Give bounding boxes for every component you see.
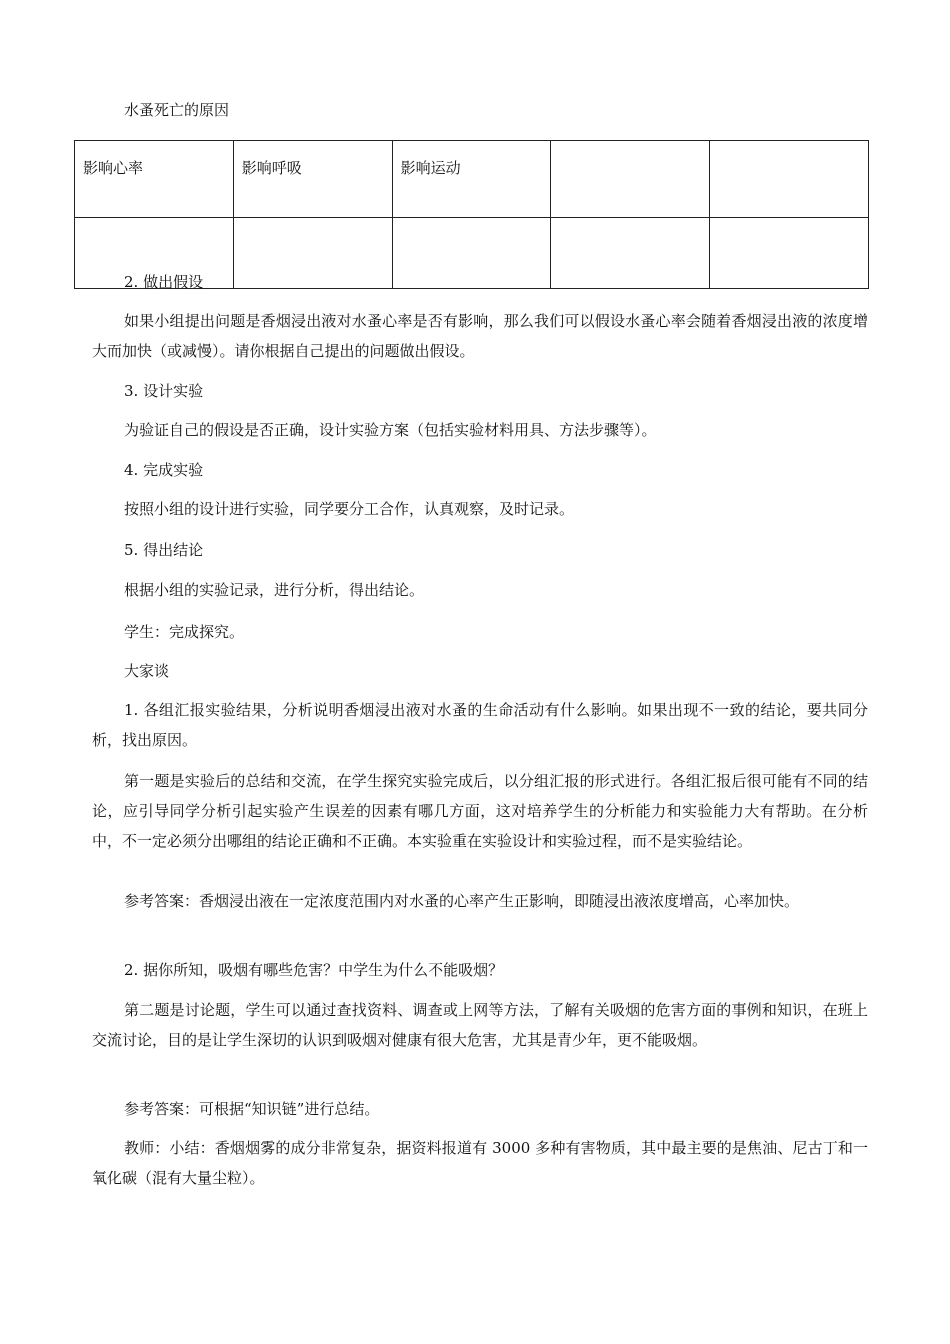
question-1: 1. 各组汇报实验结果，分析说明香烟浸出液对水蚤的生命活动有什么影响。如果出现不一致的结论，要共同分析，找出原因。 xyxy=(92,701,868,749)
discussion-title: 大家谈 xyxy=(124,662,170,680)
question-2: 2. 据你所知，吸烟有哪些危害？中学生为什么不能吸烟？ xyxy=(124,961,504,979)
table-cell: 影响呼吸 xyxy=(233,141,392,218)
table-cell: 影响心率 xyxy=(75,141,234,218)
section-title: 水蚤死亡的原因 xyxy=(124,101,230,119)
table-row xyxy=(75,141,869,218)
teacher-summary: 教师：小结：香烟烟雾的成分非常复杂，据资料报道有 3000 多种有害物质，其中最主要的是焦油、尼古丁和一氧化碳（混有大量尘粒）。 xyxy=(92,1139,868,1187)
table-cell xyxy=(392,218,551,289)
step-3-body: 为验证自己的假设是否正确，设计实验方案（包括实验材料用具、方法步骤等）。 xyxy=(124,421,657,439)
step-3-title: 3. 设计实验 xyxy=(124,382,204,400)
causes-table xyxy=(74,140,869,289)
question-1-note: 第一题是实验后的总结和交流，在学生探究实验完成后，以分组汇报的形式进行。各组汇报后很可能有不同的结论，应引导同学分析引起实验产生误差的因素有哪几方面，这对培养学生的分析能力和实验能力大有帮助。在分析中，不一定必须分出哪组的结论正确和不正确。本实验重在实验设计和实验过程，而不是实验结论。 xyxy=(92,772,868,850)
table-cell xyxy=(551,218,710,289)
step-2-title: 2. 做出假设 xyxy=(124,273,204,291)
table-cell xyxy=(710,141,869,218)
question-2-answer: 参考答案：可根据“知识链”进行总结。 xyxy=(124,1100,380,1118)
question-1-answer: 参考答案：香烟浸出液在一定浓度范围内对水蚤的心率产生正影响，即随浸出液浓度增高，心率加快。 xyxy=(124,892,800,910)
table-cell xyxy=(551,141,710,218)
step-4-body: 按照小组的设计进行实验，同学要分工合作，认真观察，及时记录。 xyxy=(124,500,575,518)
table-cell xyxy=(233,218,392,289)
step-4-title: 4. 完成实验 xyxy=(124,461,204,479)
question-2-note: 第二题是讨论题，学生可以通过查找资料、调查或上网等方法，了解有关吸烟的危害方面的事例和知识，在班上交流讨论，目的是让学生深切的认识到吸烟对健康有很大危害，尤其是青少年，更不能吸烟。 xyxy=(92,1001,868,1049)
table-cell: 影响运动 xyxy=(392,141,551,218)
student-line: 学生：完成探究。 xyxy=(124,623,245,641)
table-cell xyxy=(710,218,869,289)
step-5-body: 根据小组的实验记录，进行分析，得出结论。 xyxy=(124,581,425,599)
step-2-body: 如果小组提出问题是香烟浸出液对水蚤心率是否有影响，那么我们可以假设水蚤心率会随着香烟浸出液的浓度增大而加快（或减慢）。请你根据自己提出的问题做出假设。 xyxy=(92,312,868,360)
step-5-title: 5. 得出结论 xyxy=(124,541,204,559)
